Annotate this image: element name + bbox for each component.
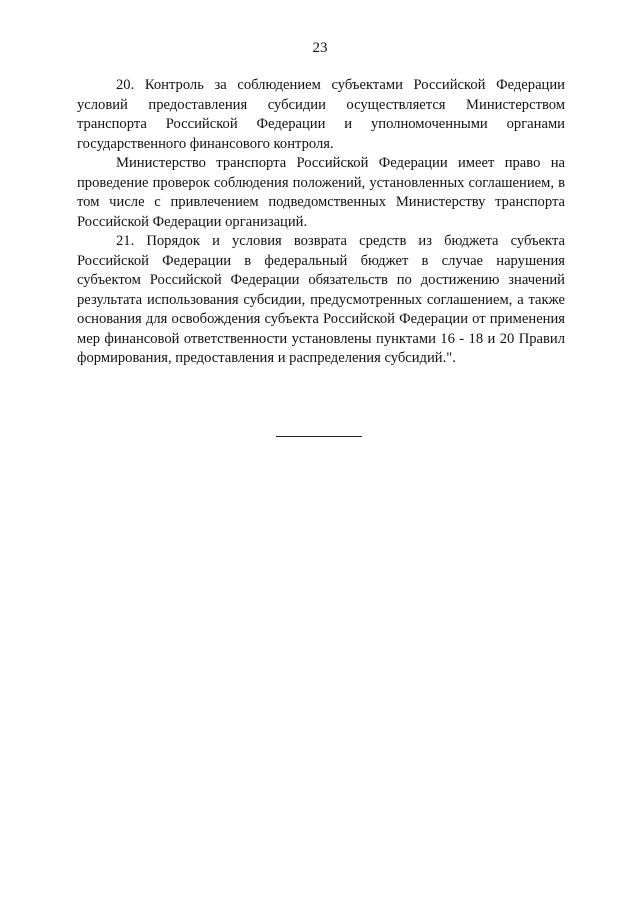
paragraph-ministry-right: Министерство транспорта Российской Федерации имеет право на проведение проверок соблюдения положений, установленных соглашением, в том числе с привлечением подведомственных Министерству транспорта Российской Федерации организаций.: [77, 155, 565, 230]
document-body: [77, 76, 565, 369]
page-number: 23: [312, 40, 328, 56]
end-divider: [276, 436, 362, 437]
paragraph-21: 21. Порядок и условия возврата средств из бюджета субъекта Российской Федерации в федеральный бюджет в случае нарушения субъектом Российской Федерации обязательств по достижению значений результата использования субсидии, предусмотренных соглашением, а также основания для освобождения субъекта Российской Федерации от применения мер финансовой ответственности установлены пунктами 16 - 18 и 20 Правил формирования, предоставления и распределения субсидий.".: [77, 233, 565, 366]
paragraph-20: 20. Контроль за соблюдением субъектами Российской Федерации условий предоставления субсидии осуществляется Министерством транспорта Российской Федерации и уполномоченными органами государственного финансового контроля.: [77, 77, 565, 152]
